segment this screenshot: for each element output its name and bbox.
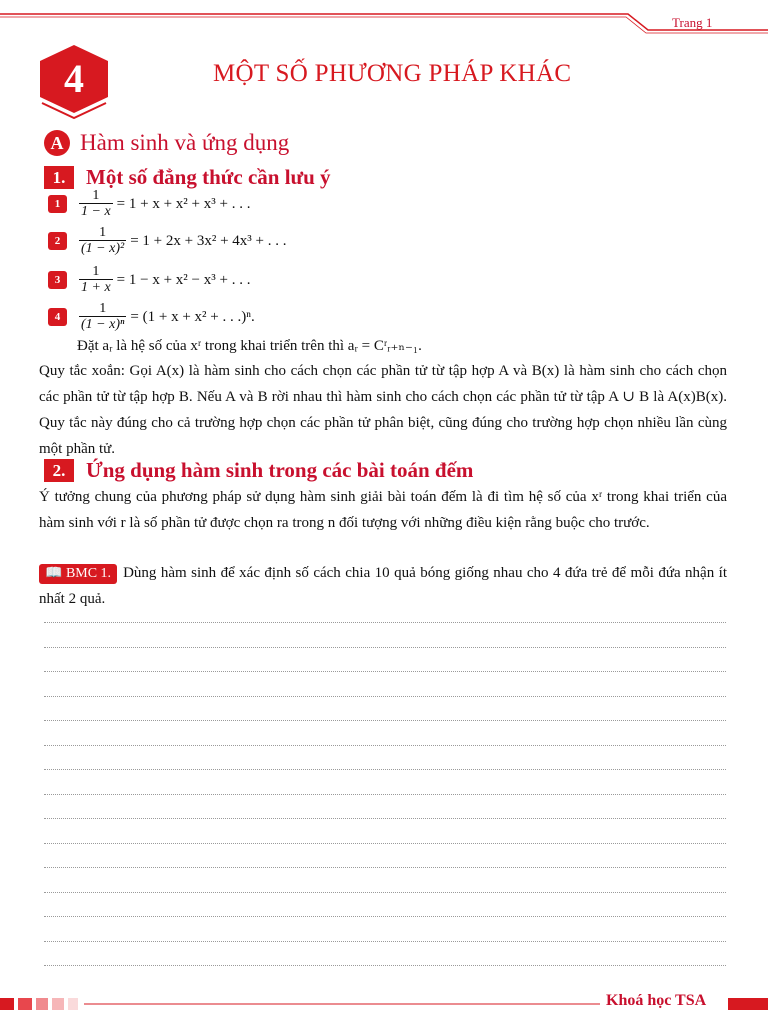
subsection-number: 1. [44,166,74,189]
section-a-heading [44,130,289,156]
fraction [79,188,113,220]
formula-rhs: = 1 − x + x² − x³ + . . . [116,271,251,288]
exercise-label-text: BMC 1. [65,566,112,581]
formula-rhs: = (1 + x + x² + . . .)ⁿ. [130,308,255,325]
formula-item [48,225,286,257]
formula-item [48,301,255,333]
answer-line [44,941,726,942]
exercise-label: 📖 BMC 1. [39,564,117,584]
subsection-number: 2. [44,459,74,482]
footer-course-name: Khoá học TSA [606,992,707,1009]
answer-line [44,794,726,795]
exercise-text: Dùng hàm sinh để xác định số cách chia 10 quả bóng giống nhau cho 4 đứa trẻ để mỗi đứa nhận ít nhất 2 quả. [39,565,727,607]
exercise-bmc-1 [39,560,727,612]
formula-badge: 1 [48,195,67,213]
answer-line [44,647,726,648]
answer-line [44,696,726,697]
answer-line [44,769,726,770]
answer-line [44,892,726,893]
section-title: Hàm sinh và ứng dụng [80,130,290,155]
formula-badge: 3 [48,271,67,289]
answer-line [44,720,726,721]
general-idea-paragraph: Ý tưởng chung của phương pháp sử dụng hàm sinh giải bài toán đếm là đi tìm hệ số của xʳ trong khai triển của hàm sinh với r là số phần tử được chọn ra trong n đối tượng với những điều kiện rằng buộc cho trước. [39,489,727,531]
formula-rhs: = 1 + x + x² + x³ + . . . [116,195,251,212]
formula-item [48,264,250,296]
chapter-number: 4 [64,55,84,101]
fraction-numerator: 1 [99,301,107,316]
answer-line [44,916,726,917]
subsection-2-heading [44,458,473,483]
fraction [79,301,126,333]
fraction-numerator: 1 [92,188,100,203]
subsection-title: Một số đẳng thức cần lưu ý [86,165,331,189]
subsection-1-heading [44,165,331,190]
fraction-denominator: (1 − x)² [81,241,125,256]
answer-line [44,671,726,672]
fraction-denominator: 1 − x [81,204,111,219]
header-rule [0,0,768,40]
answer-line [44,867,726,868]
page-label: Trang 1 [672,15,713,30]
answer-line [44,745,726,746]
coefficient-note: Đặt aᵣ là hệ số của xʳ trong khai triển trên thì aᵣ = Cʳᵣ₊ₙ₋₁. [77,338,422,354]
formula-badge: 2 [48,232,67,250]
fraction-numerator: 1 [92,264,100,279]
formula-rhs: = 1 + 2x + 3x² + 4x³ + . . . [130,232,287,249]
fraction-denominator: 1 + x [81,280,111,295]
convolution-rule: Quy tắc xoắn: Gọi A(x) là hàm sinh cho cách chọn các phần tử từ tập hợp A và B(x) là hàm sinh cho cách chọn các phần tử từ tập hợp B. Nếu A và B rời nhau thì hàm sinh cho cách chọn các phần tử từ tập A ∪ B là A(x)B(x). Quy tắc này đúng cho cả trường hợp chọn các phần tử phân biệt, cũng đúng cho trường hợp chọn nhiều lần cùng một phần tử. [39,363,727,457]
answer-line [44,622,726,623]
fraction-denominator: (1 − x)ⁿ [81,317,125,332]
fraction [79,225,126,257]
chapter-title: MỘT SỐ PHƯƠNG PHÁP KHÁC [213,60,572,87]
answer-line [44,965,726,966]
section-badge: A [44,130,70,156]
fraction-numerator: 1 [99,225,107,240]
answer-line [44,843,726,844]
formula-badge: 4 [48,308,67,326]
formula-item [48,188,250,220]
subsection-title: Ứng dụng hàm sinh trong các bài toán đếm [86,458,474,482]
answer-line [44,818,726,819]
fraction [79,264,113,296]
